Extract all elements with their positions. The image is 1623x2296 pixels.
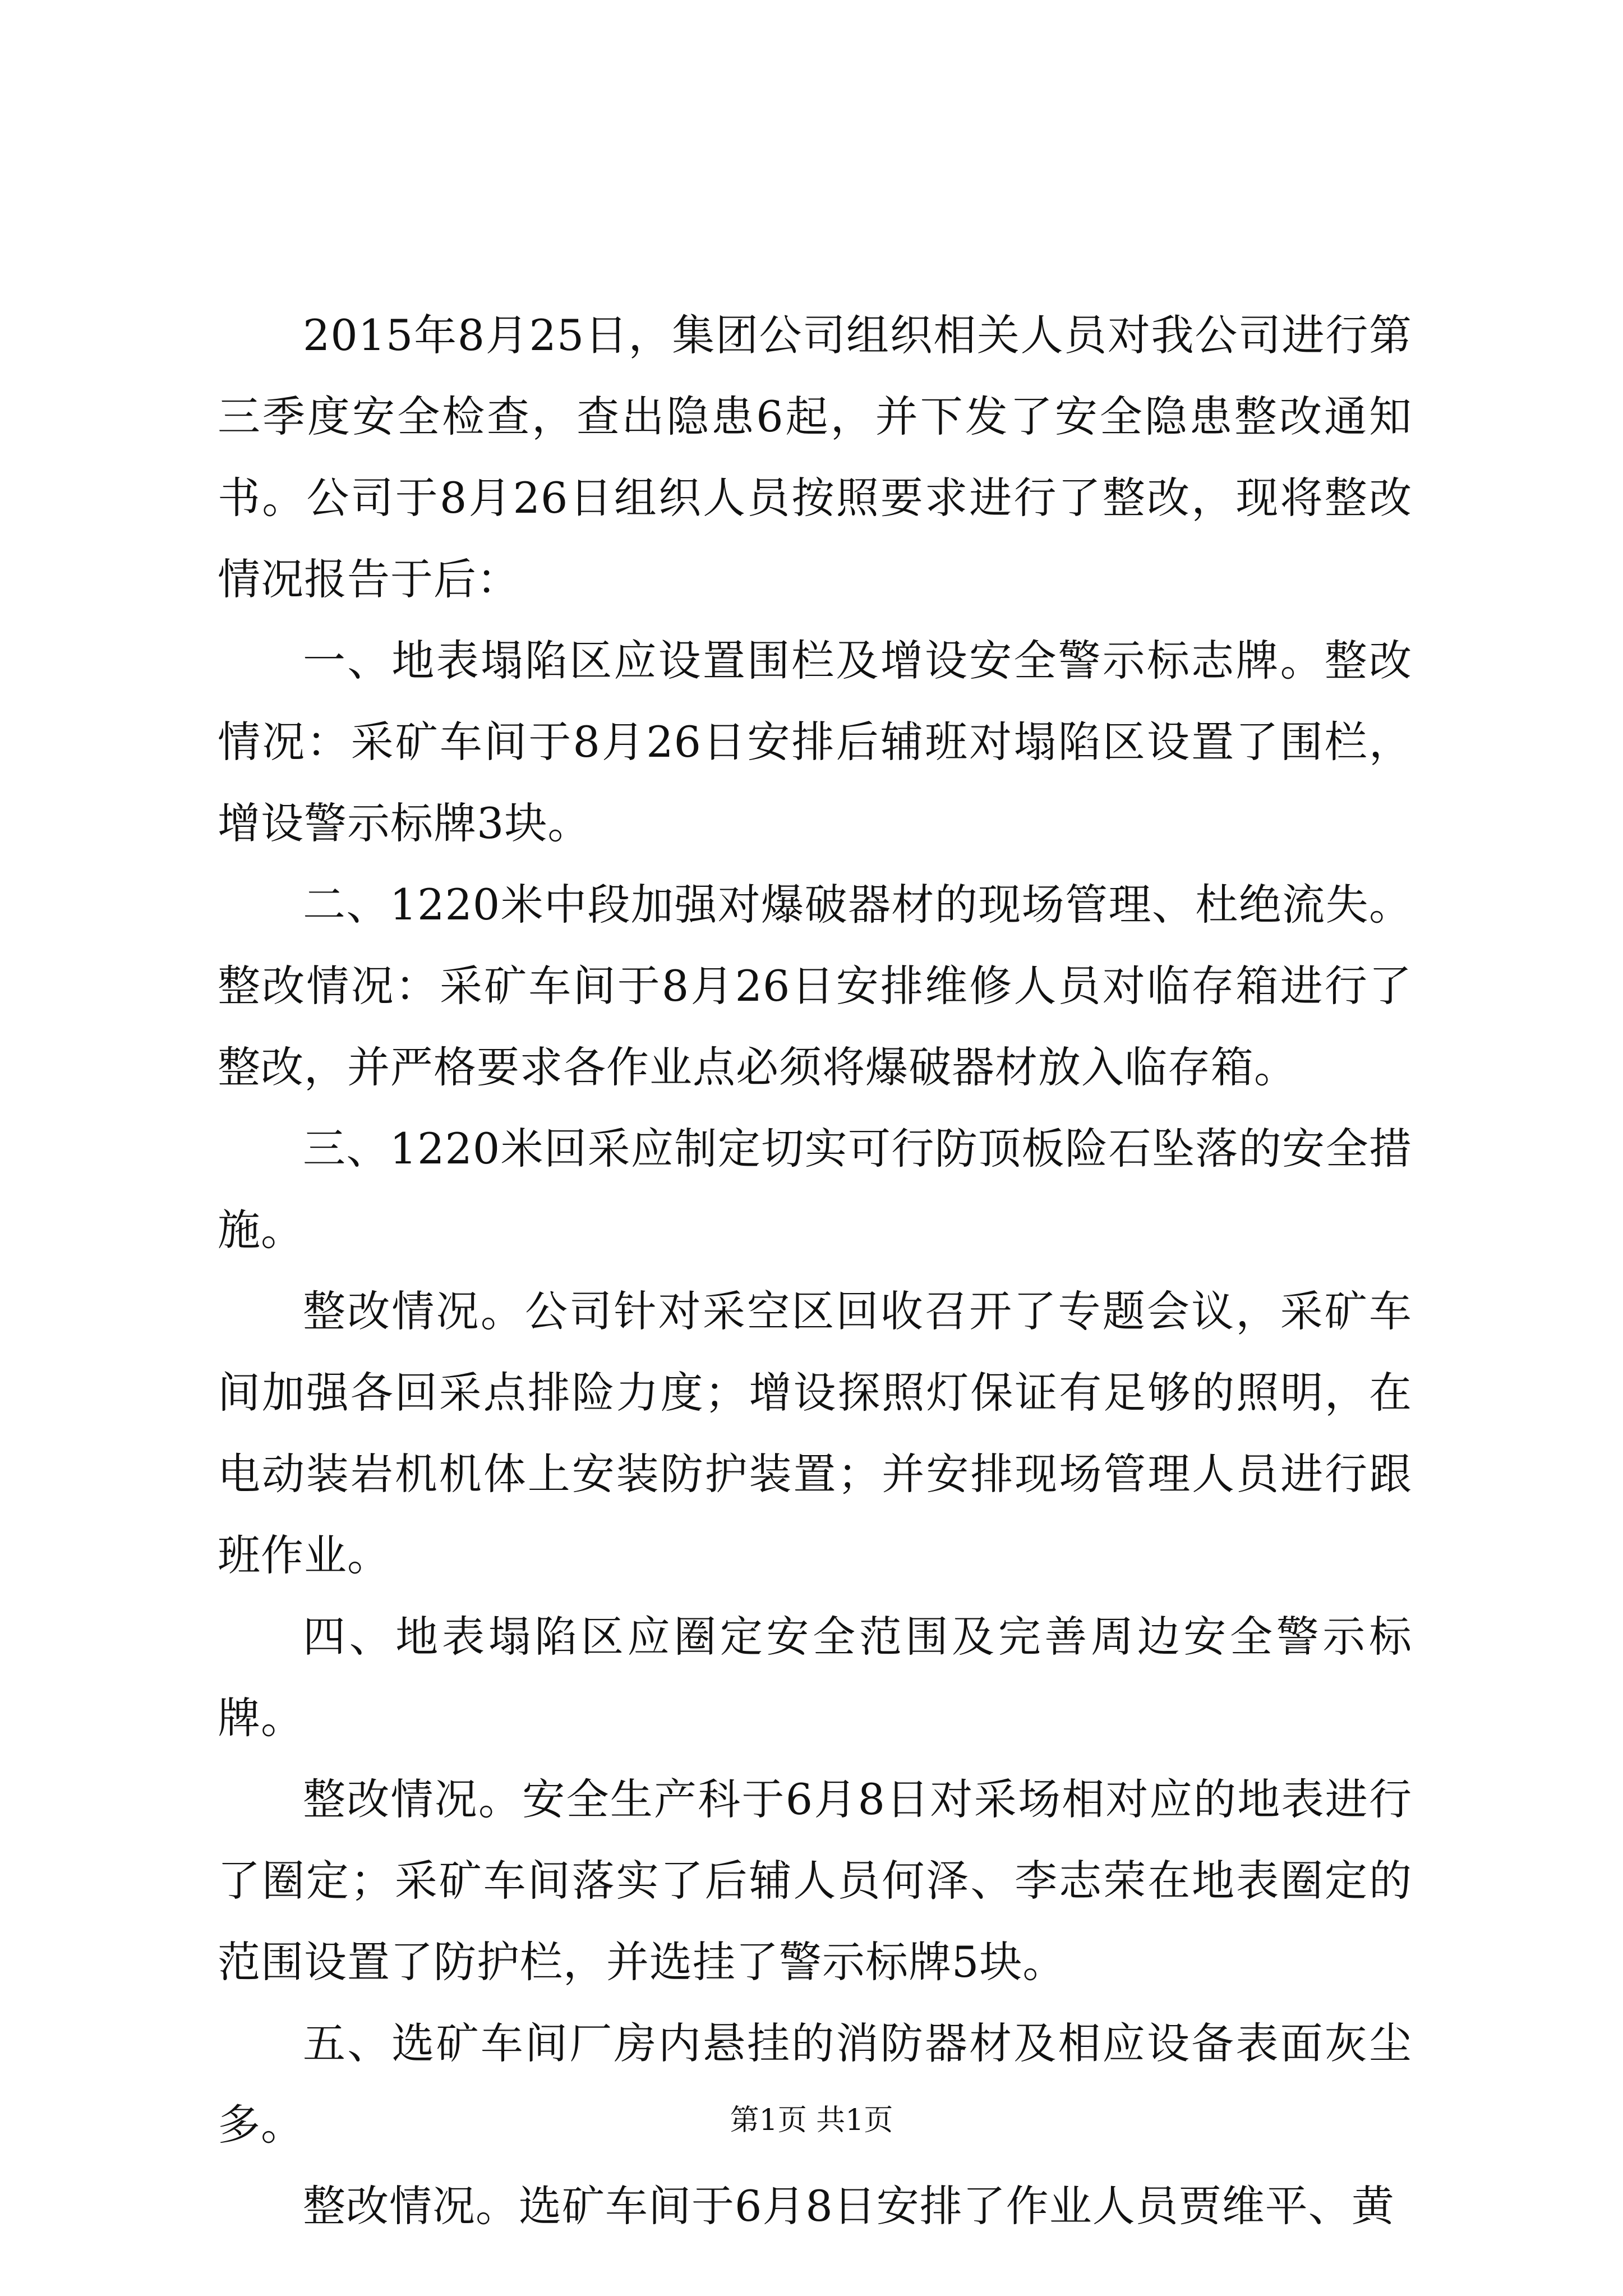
page-number-footer: 第1页 共1页 (730, 2104, 893, 2137)
paragraph-item-5-rectification: 整改情况。选矿车间于6月8日安排了作业人员贾维平、黄 (303, 2181, 1395, 2231)
paragraph-item-4-rectification: 整改情况。安全生产科于6月8日对采场相对应的地表进行了圈定；采矿车间落实了后辅人员何泽、李志荣在地表圈定的范围设置了防护栏，并选挂了警示标牌5块。 (218, 1774, 1412, 1987)
paragraph-item-1: 一、地表塌陷区应设置围栏及增设安全警示标志牌。整改情况：采矿车间于8月26日安排后辅班对塌陷区设置了围栏，增设警示标牌3块。 (218, 636, 1412, 848)
paragraph-item-3: 三、1220米回采应制定切实可行防顶板险石坠落的安全措施。 (218, 1124, 1412, 1255)
paragraph-item-2: 二、1220米中段加强对爆破器材的现场管理、杜绝流失。整改情况：采矿车间于8月26日安排维修人员对临存箱进行了整改，并严格要求各作业点必须将爆破器材放入临存箱。 (218, 880, 1412, 1092)
paragraph-intro: 2015年8月25日，集团公司组织相关人员对我公司进行第三季度安全检查，查出隐患6起，并下发了安全隐患整改通知书。公司于8月26日组织人员按照要求进行了整改，现将整改情况报告于后： (218, 310, 1412, 604)
paragraph-item-3-rectification: 整改情况。公司针对采空区回收召开了专题会议，采矿车间加强各回采点排险力度；增设探照灯保证有足够的照明，在电动装岩机机体上安装防护装置；并安排现场管理人员进行跟班作业。 (218, 1286, 1412, 1580)
document-body (218, 295, 1412, 2247)
paragraph-item-5: 五、选矿车间厂房内悬挂的消防器材及相应设备表面灰尘多。 (218, 2018, 1412, 2150)
paragraph-item-4: 四、地表塌陷区应圈定安全范围及完善周边安全警示标牌。 (218, 1612, 1412, 1743)
